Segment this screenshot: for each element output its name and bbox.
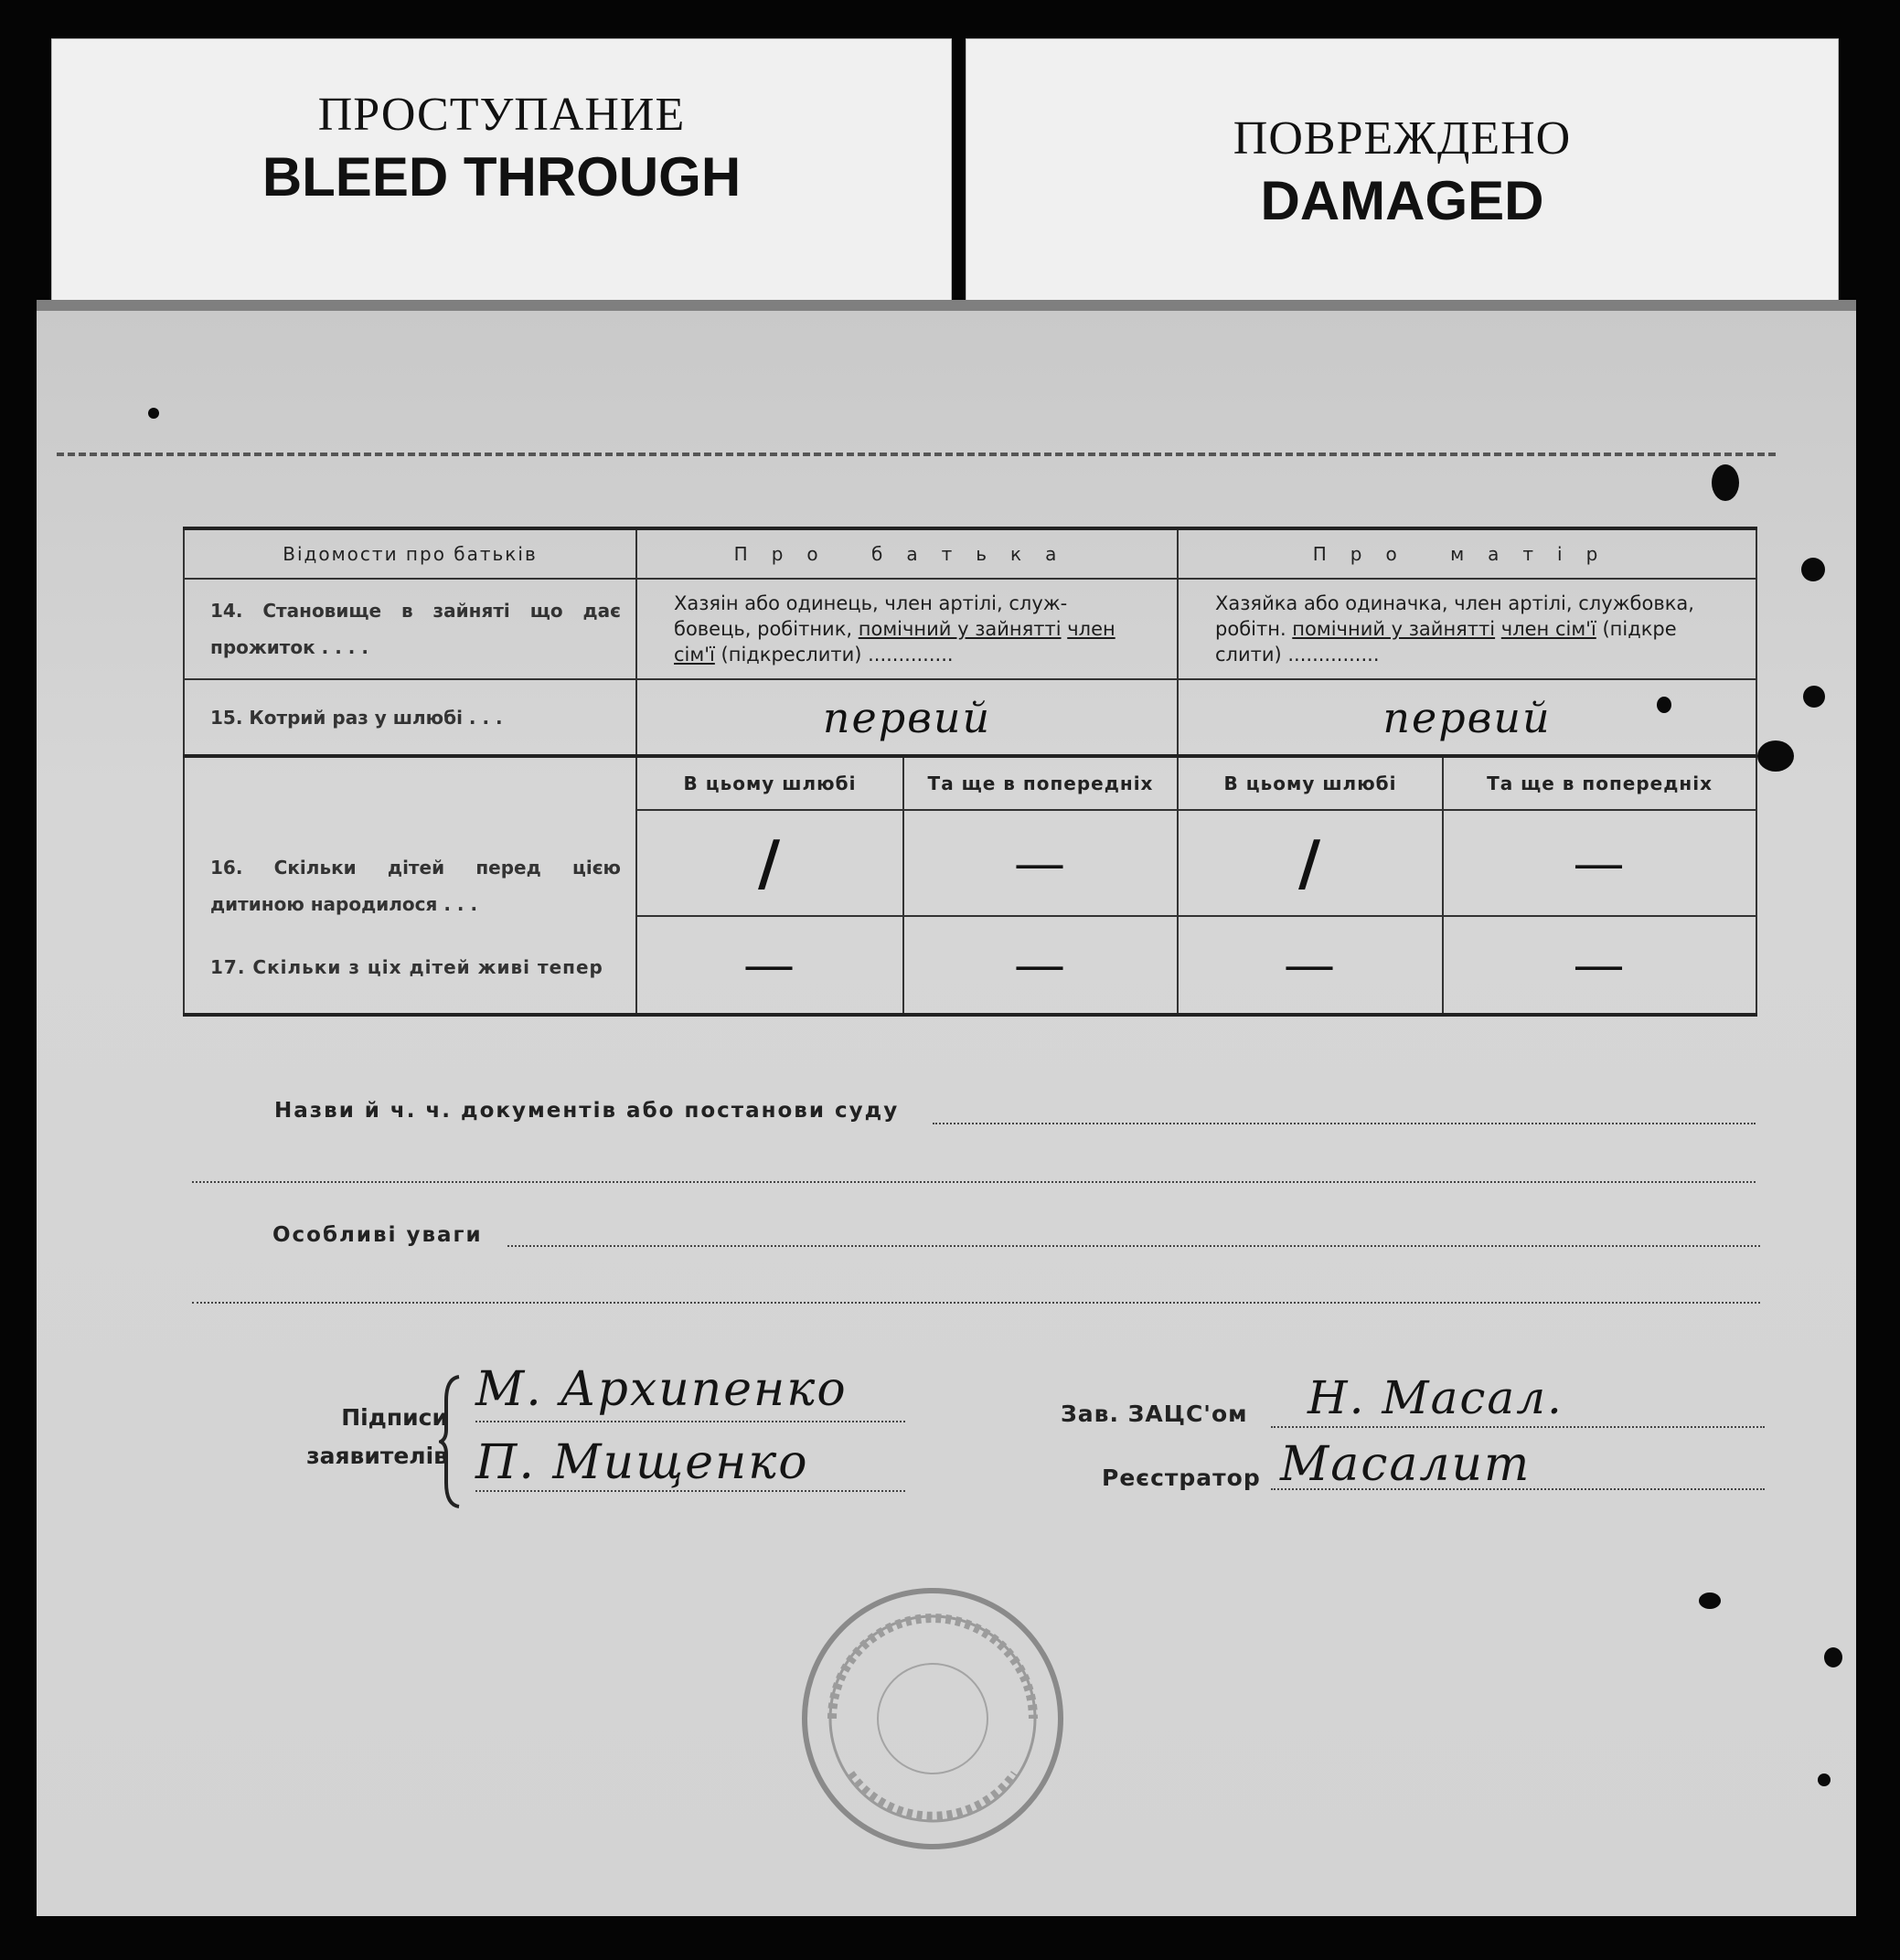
head-signature: Н. Масал. — [1308, 1371, 1564, 1424]
applicants-label: Підписи заявителів — [306, 1404, 448, 1469]
damage-hole — [1712, 464, 1739, 501]
damage-hole — [1803, 686, 1825, 708]
table-row-15 — [184, 679, 1756, 756]
remarks-label: Особливі уваги — [272, 1223, 483, 1247]
remarks-line-2 — [192, 1302, 1760, 1304]
registrar-label: Реєстратор — [1102, 1465, 1261, 1491]
row-14-mother-options — [1178, 579, 1756, 679]
row-15-mother-value: первий — [1178, 679, 1756, 756]
row-17-father-prev: — — [903, 916, 1178, 1015]
options-text: (підкреслити) .............. — [714, 644, 954, 666]
applicant-2-signature: П. Мищенко — [475, 1435, 809, 1490]
parents-info-table — [183, 527, 1757, 1017]
row-17-father-this: — — [636, 916, 903, 1015]
applicant-2-line — [475, 1490, 905, 1492]
options-text: Хазяйка або одиначка, член артілі, службовка, робітн. — [1215, 592, 1694, 640]
official-seal-stamp — [795, 1582, 1070, 1856]
head-line — [1271, 1426, 1765, 1428]
table-subheader-row — [184, 756, 1756, 810]
mother-this-marriage-header: В цьому шлюбі — [1178, 756, 1443, 810]
options-underlined: член сім'ї — [674, 618, 1115, 666]
damage-hole — [1657, 697, 1671, 713]
flag-en-text: DAMAGED — [1260, 170, 1544, 231]
damage-hole — [1824, 1647, 1842, 1667]
damage-hole — [1818, 1774, 1831, 1786]
row-16-mother-prev: — — [1443, 810, 1756, 916]
row-16-father-this: / — [636, 810, 903, 916]
options-underlined: помічний у зайнятті — [1292, 618, 1496, 640]
document-sheet — [37, 300, 1856, 1916]
damage-hole — [1757, 740, 1794, 772]
damage-hole — [148, 408, 159, 419]
registrar-line — [1271, 1488, 1765, 1490]
flag-ru-text: ПОВРЕЖДЕНО — [1233, 112, 1572, 165]
mother-previous-header: Та ще в попередніх — [1443, 756, 1756, 810]
row-16-father-prev: — — [903, 810, 1178, 916]
flag-en-text: BLEED THROUGH — [262, 146, 742, 208]
registrar-signature: Масалит — [1280, 1437, 1532, 1492]
applicant-1-line — [475, 1421, 905, 1422]
header-parents-info: Відомости про батьків — [184, 528, 636, 579]
applicant-1-signature: М. Архипенко — [475, 1362, 848, 1417]
options-underlined: помічний у зайнятті — [858, 618, 1062, 640]
table-header-row — [184, 528, 1756, 579]
documents-line-2 — [192, 1181, 1756, 1183]
father-previous-header: Та ще в попередніх — [903, 756, 1178, 810]
options-text — [1495, 618, 1501, 640]
row-15-father-value: первий — [636, 679, 1178, 756]
row-16-label-text: 16. Скільки дітей перед цією дитиною народилося . . . — [210, 856, 621, 915]
header-father: Про батька — [636, 528, 1178, 579]
damaged-flag — [966, 38, 1839, 318]
row-14-label: 14. Становище в зайняті що дає прожиток . . . . — [184, 579, 636, 679]
perforation-line — [57, 453, 1776, 456]
flag-ru-text: ПРОСТУПАНИЕ — [317, 89, 686, 141]
table-row-14 — [184, 579, 1756, 679]
documents-line — [933, 1123, 1756, 1124]
options-underlined: член сім'ї — [1500, 618, 1596, 640]
head-label: Зав. ЗАЦС'ом — [1061, 1401, 1248, 1427]
row-17-mother-this: — — [1178, 916, 1443, 1015]
header-mother: Про матір — [1178, 528, 1756, 579]
brace-icon — [439, 1373, 466, 1510]
row-16-mother-this: / — [1178, 810, 1443, 916]
row-17-mother-prev: — — [1443, 916, 1756, 1015]
bleed-through-flag — [51, 38, 952, 318]
options-text: Хазяін або одинець, член артілі, служ-бовець, робітник, — [674, 592, 1068, 640]
documents-label: Назви й ч. ч. документів або постанови суду — [274, 1099, 900, 1123]
row-17-label: 17. Скільки з ціх дітей живі тепер — [210, 956, 603, 978]
damage-hole — [1801, 558, 1825, 581]
row-15-label: 15. Котрий раз у шлюбі . . . — [184, 679, 636, 756]
row-14-father-options — [636, 579, 1178, 679]
father-this-marriage-header: В цьому шлюбі — [636, 756, 903, 810]
remarks-line — [507, 1245, 1760, 1247]
damage-hole — [1699, 1592, 1721, 1609]
options-text: (підкре слити) ............... — [1215, 618, 1677, 666]
